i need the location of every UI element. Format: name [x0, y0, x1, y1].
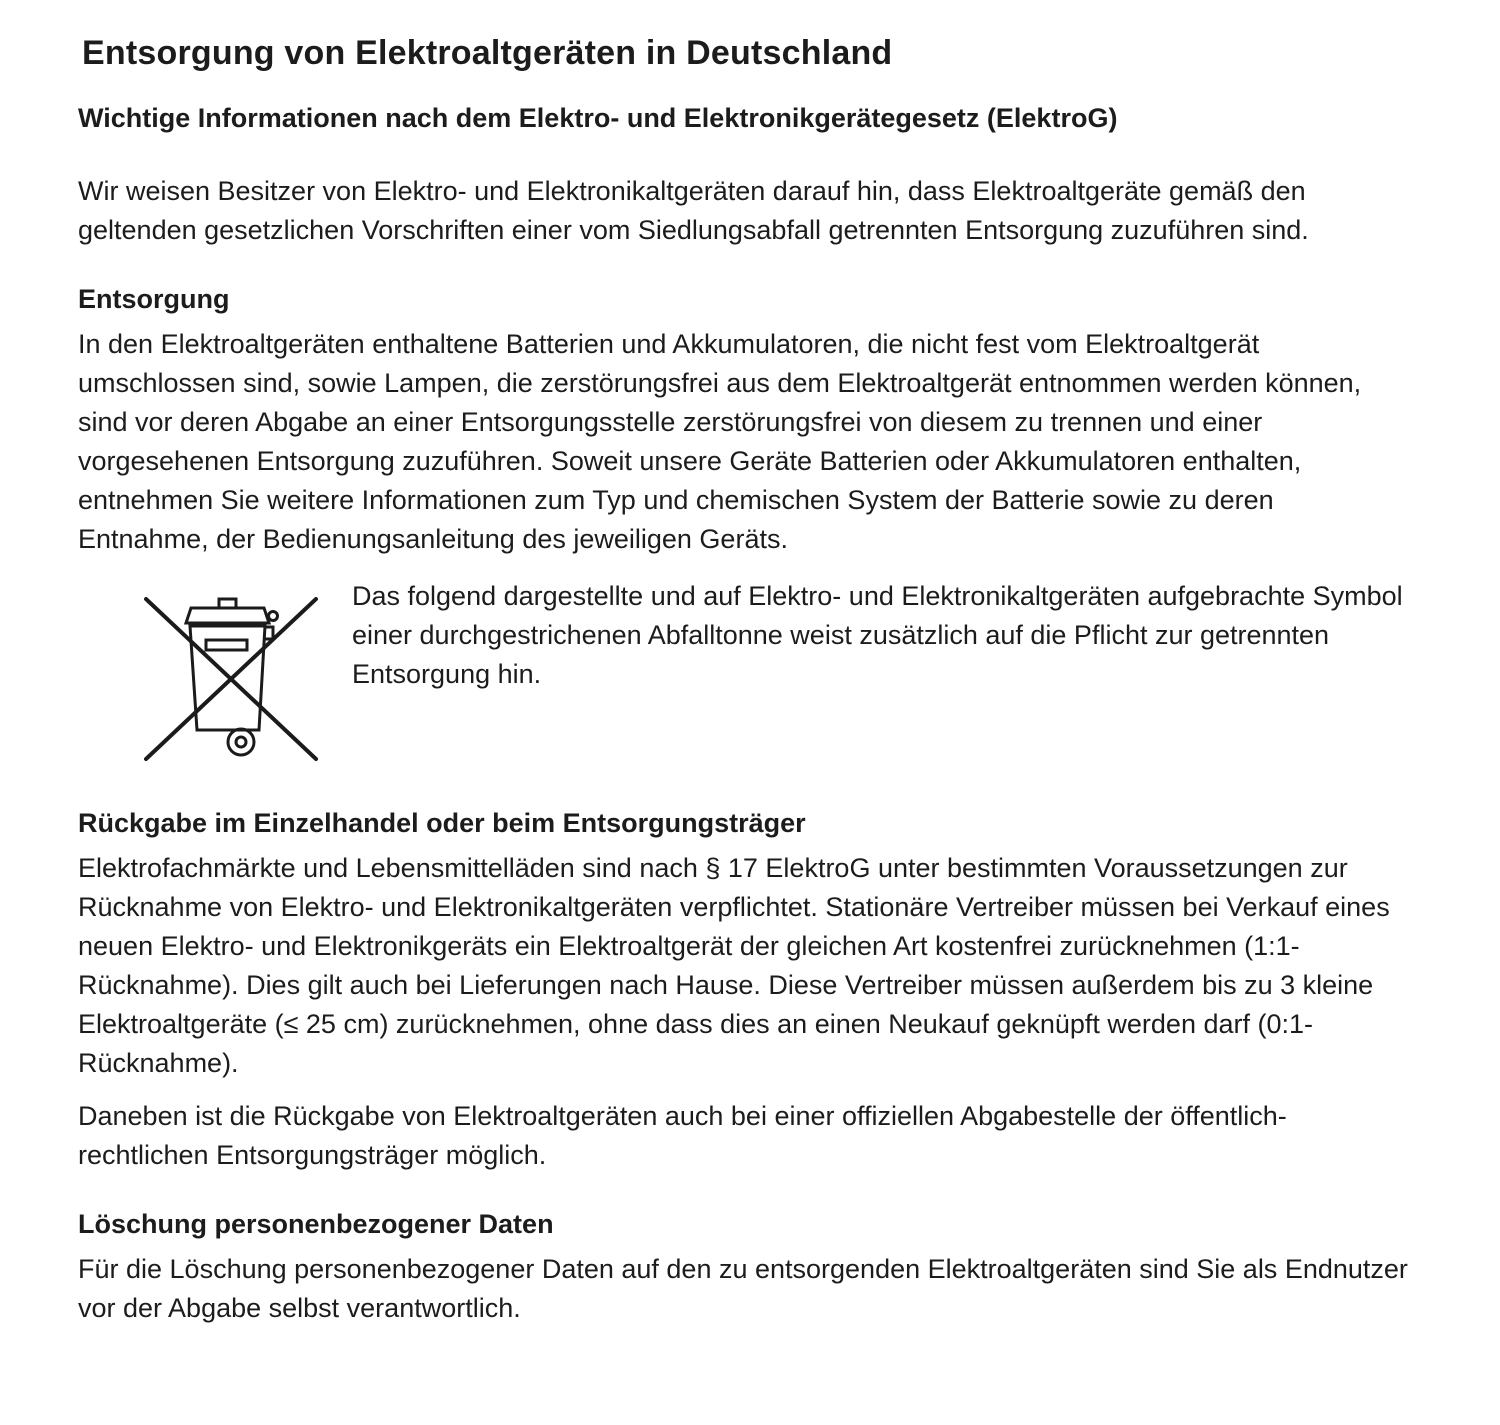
section-heading-rueckgabe: Rückgabe im Einzelhandel oder beim Entsorgungsträger [78, 808, 806, 838]
entsorgung-paragraph: In den Elektroaltgeräten enthaltene Batterien und Akkumulatoren, die nicht fest vom Elektroaltgerät umschlossen sind, sowie Lampen, die zerstörungsfrei aus dem Elektroaltgerät entnommen werden können, sind vor deren Abgabe an einer Entsorgungsstelle zerstörungsfrei von diesem zu trennen und einer vorgesehenen Entsorgung zuzuführen. Soweit unsere Geräte Batterien oder Akkumulatoren enthalten, entnehmen Sie weitere Informationen zum Typ und chemischen System der Batterie sowie zu deren Entnahme, der Bedienungsanleitung des jeweiligen Geräts. [78, 329, 1362, 554]
loeschung-paragraph: Für die Löschung personenbezogener Daten auf den zu entsorgenden Elektroaltgeräten sind Sie als Endnutzer vor der Abgabe selbst verantwortlich. [78, 1254, 1408, 1323]
rueckgabe-paragraph-2: Daneben ist die Rückgabe von Elektroaltgeräten auch bei einer offiziellen Abgabestelle der öffentlich-rechtlichen Entsorgungsträger möglich. [78, 1101, 1287, 1170]
weee-symbol-row [78, 573, 1416, 774]
rueckgabe-paragraph-1: Elektrofachmärkte und Lebensmittelläden sind nach § 17 ElektroG unter bestimmten Voraussetzungen zur Rücknahme von Elektro- und Elektronikaltgeräten verpflichtet. Stationäre Vertreiber müssen bei Verkauf eines neuen Elektro- und Elektronikgeräts ein Elektroaltgerät der gleichen Art kostenfrei zurücknehmen (1:1-Rücknahme). Dies gilt auch bei Lieferungen nach Hause. Diese Vertreiber müssen außerdem bis zu 3 kleine Elektroaltgeräte (≤ 25 cm) zurücknehmen, ohne dass dies an einen Neukauf geknüpft werden darf (0:1-Rücknahme). [78, 853, 1390, 1078]
intro-paragraph: Wir weisen Besitzer von Elektro- und Elektronikaltgeräten darauf hin, dass Elektroaltgeräte gemäß den geltenden gesetzlichen Vorschriften einer vom Siedlungsabfall getrennten Entsorgung zuzuführen sind. [78, 176, 1309, 245]
weee-symbol-caption: Das folgend dargestellte und auf Elektro- und Elektronikaltgeräten aufgebrachte Symbol einer durchgestrichenen Abfalltonne weist zusätzlich auf die Pflicht zur getrennten Entsorgung hin. [352, 581, 1403, 689]
crossed-out-wheelie-bin-icon [142, 577, 320, 774]
page-title: Entsorgung von Elektroaltgeräten in Deutschland [82, 34, 893, 72]
page-subtitle: Wichtige Informationen nach dem Elektro- und Elektronikgerätegesetz (ElektroG) [78, 103, 1118, 133]
section-heading-entsorgung: Entsorgung [78, 284, 230, 314]
section-heading-loeschung: Löschung personenbezogener Daten [78, 1209, 554, 1239]
